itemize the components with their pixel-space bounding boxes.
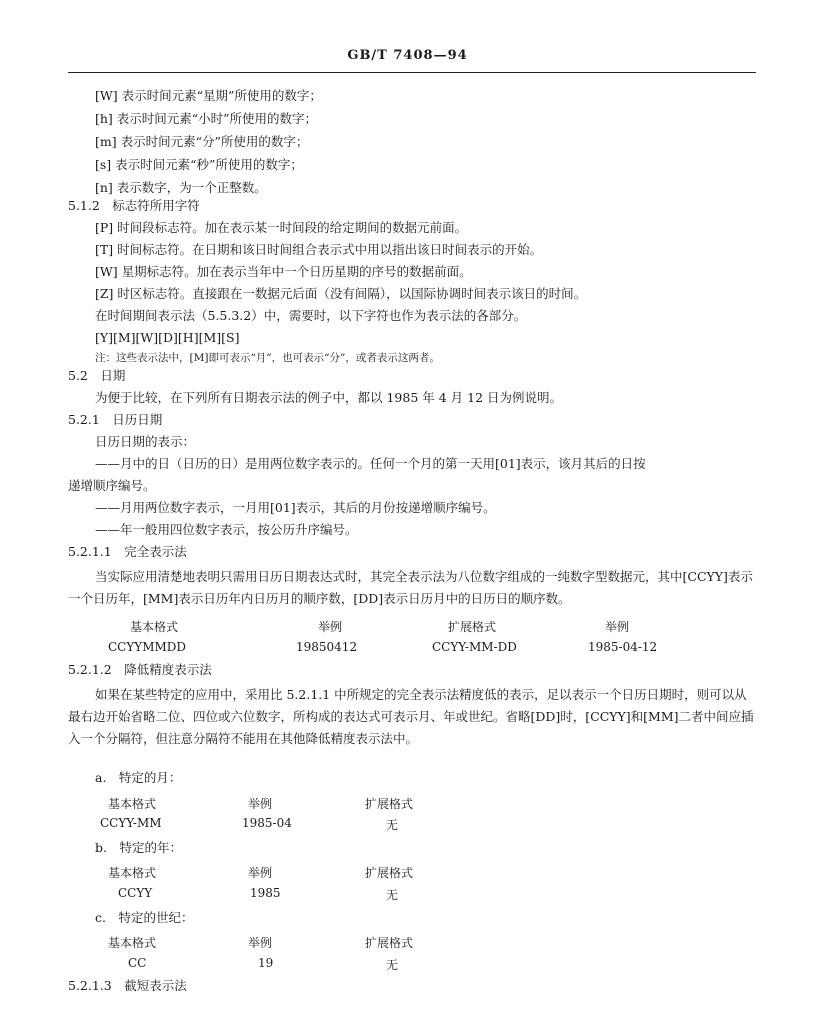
calendar-intro: 日历日期的表示： <box>95 434 196 449</box>
full-extended-example: 1985-04-12 <box>588 640 658 654</box>
c-header-example: 举例 <box>248 936 273 950</box>
def-n: [n] 表示数字，为一个正整数。 <box>95 180 267 195</box>
full-basic-example: 19850412 <box>296 640 358 654</box>
c-example: 19 <box>258 956 274 970</box>
b-basic-format: CCYY <box>118 886 153 900</box>
a-header-basic: 基本格式 <box>108 797 157 811</box>
page-header: GB/T 7408—94 <box>347 48 468 63</box>
def-w: [W] 表示时间元素“星期”所使用的数字； <box>95 88 322 103</box>
b-example: 1985 <box>250 886 281 900</box>
full-representation-para: 当实际应用清楚地表明只需用日历日期表达式时，其完全表示法为八位数字组成的一纯数字型数据元，其中[CCYY]表示一个日历年，[MM]表示日历年内日历月的顺序数，[DD]表示日历月中的日历日的顺序数。 <box>68 569 753 606</box>
month-rule: ——月用两位数字表示，一月用[01]表示，其后的月份按递增顺序编号。 <box>95 500 496 515</box>
c-basic-format: CC <box>128 956 147 970</box>
section-5-2-1-1: 5.2.1.1 完全表示法 <box>68 544 187 559</box>
b-header-basic: 基本格式 <box>108 866 157 880</box>
section-5-1-2: 5.1.2 标志符所用字符 <box>68 198 200 213</box>
a-example: 1985-04 <box>242 816 292 830</box>
reduced-precision-para: 如果在某些特定的应用中，采用比 5.2.1.1 中所规定的完全表示法精度低的表示，足以表示一个日历日期时，则可以从最右边开始省略二位、四位或六位数字，所构成的表达式可表示月、年或世纪。省略[DD]时，[CCYY]和[MM]二者中间应插入一个分隔符，但注意分隔符不能用在其他降低精度表示法中。 <box>68 687 754 746</box>
sym-w: [W] 星期标志符。加在表示当年中一个日历星期的序号的数据前面。 <box>95 264 472 279</box>
day-rule-1: ——月中的日（日历的日）是用两位数字表示的。任何一个月的第一天用[01]表示，该月其后的日按 <box>95 456 646 471</box>
def-m: [m] 表示时间元素“分”所使用的数字； <box>95 134 309 149</box>
item-a: a. 特定的月： <box>95 770 182 785</box>
def-h: [h] 表示时间元素“小时”所使用的数字； <box>95 111 318 126</box>
full-header-example: 举例 <box>318 620 343 634</box>
year-rule: ——年一般用四位数字表示，按公历升序编号。 <box>95 522 358 537</box>
section-5-2-1: 5.2.1 日历日期 <box>68 412 163 427</box>
header-rule <box>68 72 756 73</box>
full-extended-format: CCYY-MM-DD <box>432 640 517 654</box>
def-s: [s] 表示时间元素“秒”所使用的数字； <box>95 157 303 172</box>
item-b: b. 特定的年： <box>95 840 182 855</box>
full-header-extended: 扩展格式 <box>448 620 497 634</box>
a-header-example: 举例 <box>248 797 273 811</box>
full-basic-format: CCYYMMDD <box>108 640 187 654</box>
period-chars: [Y][M][W][D][H][M][S] <box>95 330 240 345</box>
full-header-basic: 基本格式 <box>130 620 179 634</box>
b-header-example: 举例 <box>248 866 273 880</box>
sym-p: [P] 时间段标志符。加在表示某一时间段的给定期间的数据元前面。 <box>95 220 468 235</box>
section-5-2-1-3: 5.2.1.3 截短表示法 <box>68 978 187 993</box>
a-header-extended: 扩展格式 <box>365 797 414 811</box>
item-c: c. 特定的世纪： <box>95 910 194 925</box>
note: 注：这些表示法中，[M]即可表示“月”，也可表示“分”，或者表示这两者。 <box>95 352 440 364</box>
period-intro: 在时间期间表示法（5.5.3.2）中，需要时，以下字符也作为表示法的各部分。 <box>95 308 527 323</box>
b-extended: 无 <box>386 888 399 902</box>
c-extended: 无 <box>386 958 399 972</box>
section-5-2: 5.2 日期 <box>68 368 126 383</box>
a-basic-format: CCYY-MM <box>100 816 162 830</box>
sym-t: [T] 时间标志符。在日期和该日时间组合表示式中用以指出该日时间表示的开始。 <box>95 242 543 257</box>
c-header-extended: 扩展格式 <box>365 936 414 950</box>
c-header-basic: 基本格式 <box>108 936 157 950</box>
sym-z: [Z] 时区标志符。直接跟在一数据元后面（没有间隔），以国际协调时间表示该日的时间。 <box>95 286 587 301</box>
day-rule-2: 递增顺序编号。 <box>68 478 156 493</box>
full-header-example-2: 举例 <box>605 620 630 634</box>
section-5-2-text: 为便于比较，在下列所有日期表示法的例子中，都以 1985 年 4 月 12 日为例说明。 <box>95 390 563 405</box>
section-5-2-1-2: 5.2.1.2 降低精度表示法 <box>68 662 212 677</box>
b-header-extended: 扩展格式 <box>365 866 414 880</box>
a-extended: 无 <box>386 818 399 832</box>
